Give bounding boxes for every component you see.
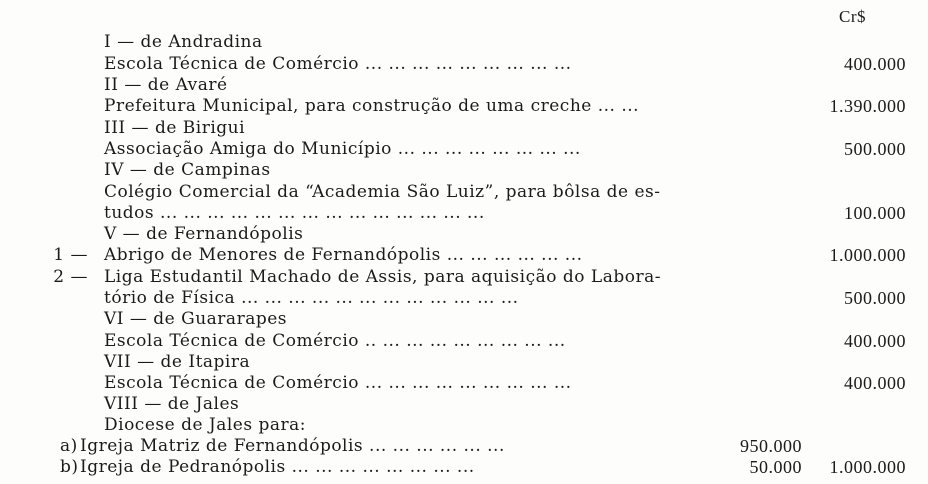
entry-line xyxy=(0,138,928,160)
entry-amount: 400.000 xyxy=(844,331,906,351)
entry-text: I — de Andradina xyxy=(104,32,263,52)
entry-line xyxy=(0,330,928,352)
item-letter: a) xyxy=(60,436,78,456)
entry-text: VII — de Itapira xyxy=(104,352,251,372)
entry-line xyxy=(0,181,928,203)
entry-total-amount: 1.000.000 xyxy=(829,457,906,477)
section-heading xyxy=(0,223,928,245)
entry-line xyxy=(0,53,928,75)
entry-text: Escola Técnica de Comércio ... ... ... ... ... ... ... ... ... xyxy=(104,373,572,393)
entry-amount: 500.000 xyxy=(844,288,906,308)
section-heading xyxy=(0,31,928,53)
entry-amount: 500.000 xyxy=(844,139,906,159)
entry-line xyxy=(0,456,928,478)
entry-text: VI — de Guararapes xyxy=(104,309,288,329)
entry-line xyxy=(0,287,928,309)
item-number: 2 — xyxy=(53,267,88,287)
section-heading xyxy=(0,393,928,415)
entry-amount: 1.390.000 xyxy=(829,96,906,116)
section-heading xyxy=(0,74,928,96)
entry-text: Prefeitura Municipal, para construção de uma creche ... ... xyxy=(104,96,640,116)
entry-text: Igreja Matriz de Fernandópolis ... ... ... ... ... ... xyxy=(80,436,505,456)
entry-sub-amount: 950.000 xyxy=(740,436,802,456)
entry-amount: 400.000 xyxy=(844,373,906,393)
item-letter: b) xyxy=(60,457,79,477)
section-heading xyxy=(0,159,928,181)
section-heading xyxy=(0,117,928,139)
entry-line xyxy=(0,435,928,457)
entry-line xyxy=(0,266,928,288)
entry-text: tório de Física ... ... ... ... ... ... ... ... ... ... ... ... xyxy=(104,288,519,308)
entry-text: Liga Estudantil Machado de Assis, para aquisição do Labora- xyxy=(104,267,661,287)
entry-line xyxy=(0,95,928,117)
entry-line xyxy=(0,372,928,394)
entry-text: tudos ... ... ... ... ... ... ... ... ... ... ... ... ... ... xyxy=(104,203,485,223)
entry-text: Igreja de Pedranópolis ... ... ... ... ... ... ... ... xyxy=(80,457,475,477)
section-heading xyxy=(0,351,928,373)
section-heading xyxy=(0,308,928,330)
entry-line xyxy=(0,202,928,224)
entry-text: IV — de Campinas xyxy=(104,160,271,180)
entry-sub-amount: 50.000 xyxy=(749,457,802,477)
entry-text: III — de Birigui xyxy=(104,118,246,138)
entry-text: Escola Técnica de Comércio .. ... ... ... ... ... ... ... ... xyxy=(104,331,566,351)
entry-amount: 1.000.000 xyxy=(829,245,906,265)
entry-text: Colégio Comercial da “Academia São Luiz”, para bôlsa de es- xyxy=(104,182,661,202)
entry-text: II — de Avaré xyxy=(104,75,228,95)
entry-amount: 400.000 xyxy=(844,54,906,74)
entry-text: VIII — de Jales xyxy=(104,394,240,414)
entry-text: Associação Amiga do Município ... ... ... ... ... ... ... ... xyxy=(104,139,581,159)
currency-header: Cr$ xyxy=(839,7,866,26)
entry-text: Abrigo de Menores de Fernandópolis ... ... ... ... ... ... xyxy=(104,245,583,265)
entry-text: V — de Fernandópolis xyxy=(104,224,304,244)
entry-line xyxy=(0,414,928,436)
entry-amount: 100.000 xyxy=(844,203,906,223)
item-number: 1 — xyxy=(53,245,88,265)
entry-line xyxy=(0,244,928,266)
entry-text: Escola Técnica de Comércio ... ... ... ... ... ... ... ... ... xyxy=(104,54,572,74)
entry-text: Diocese de Jales para: xyxy=(104,415,307,435)
